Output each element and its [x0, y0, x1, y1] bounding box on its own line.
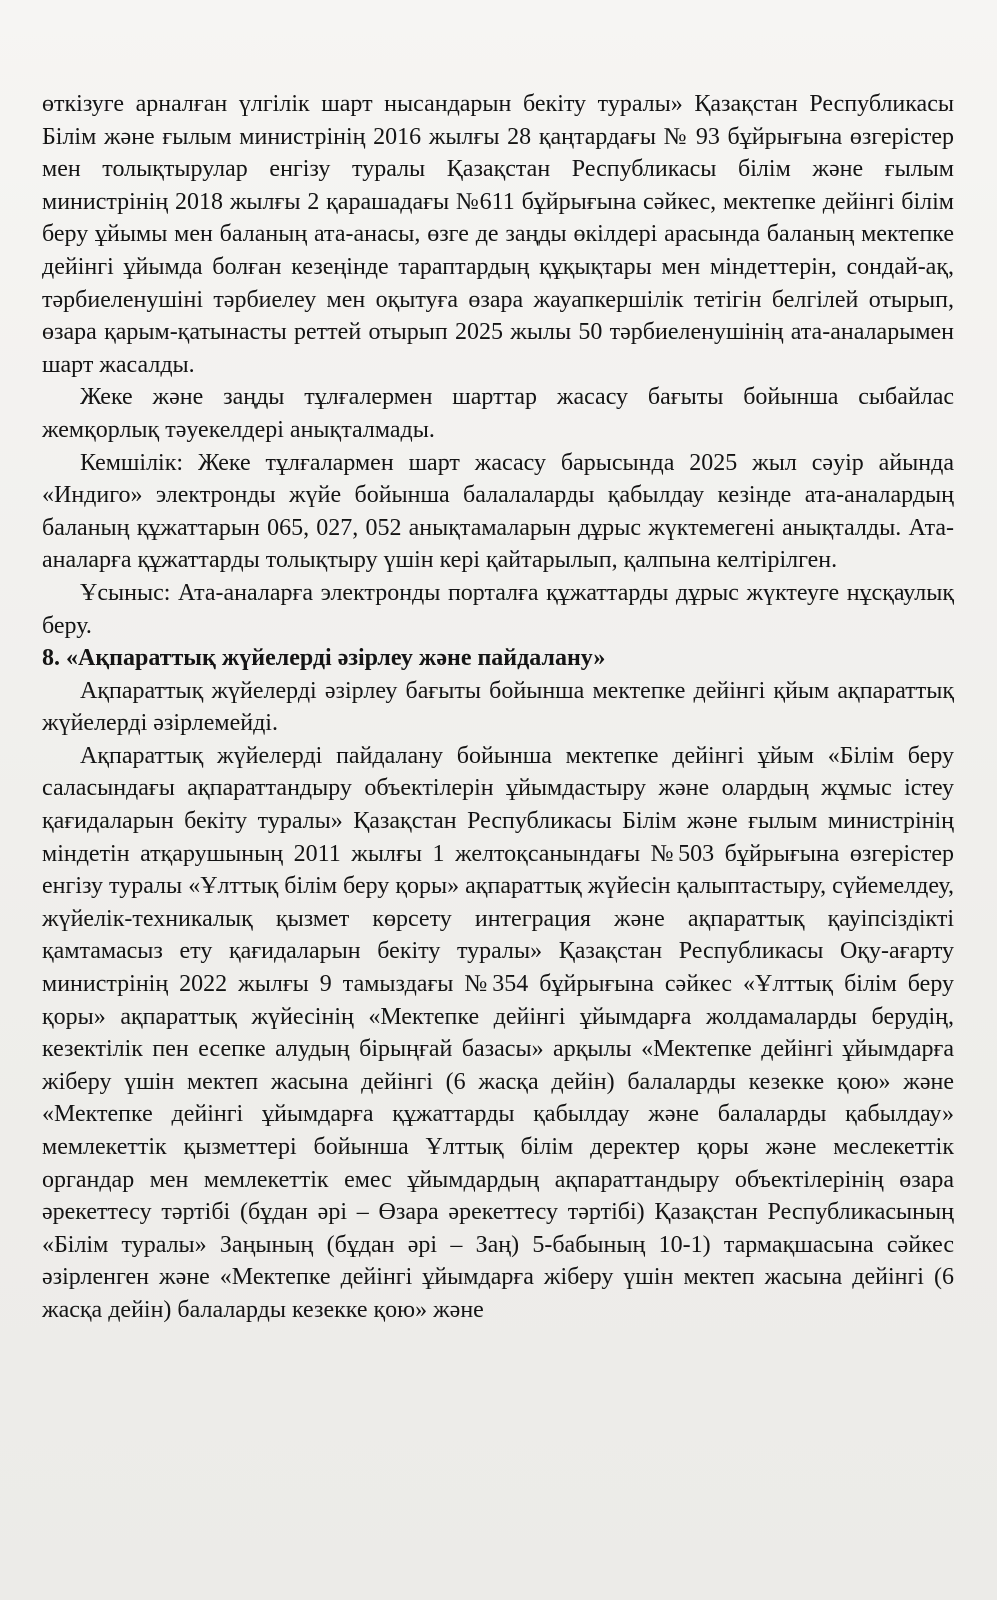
- deficiency-paragraph: Кемшілік: Жеке тұлғалармен шарт жасасу барысында 2025 жыл сәуір айында «Индиго» электронды жүйе бойынша балалаларды қабылдау кезінде ата-аналардың баланың құжаттарын 065, 027, 052 анықтамаларын дұрыс жүктемегені анықталды. Ата-аналарға құжаттарды толықтыру үшін кері қайтарылып, қалпына келтірілген.: [42, 449, 954, 574]
- intro-paragraph: өткізуге арналған үлгілік шарт нысандарын бекіту туралы» Қазақстан Республикасы Білім және ғылым министрінің 2016 жылғы 28 қаңтардағы № 93 бұйрығына өзгерістер мен толықтырулар енгізу туралы Қазақстан Республикасы білім және ғылым министрінің 2018 жылғы 2 қарашадағы №611 бұйрығына сәйкес, мектепке дейінгі білім беру ұйымы мен баланың ата-анасы, өзге де заңды өкілдері арасында баланың мектепке дейінгі ұйымда болған кезеңінде тараптардың құқықтары мен міндеттерін, сондай-ақ, тәрбиеленушіні тәрбиелеу мен оқытуға өзара жауапкершілік тетігін белгілей отырып, өзара қарым-қатынасты реттей отырып 2025 жылы 50 тәрбиеленушінің ата-аналарымен шарт жасалды.: [42, 91, 954, 378]
- is-development-paragraph: Ақпараттық жүйелерді әзірлеу бағыты бойынша мектепке дейінгі қйым ақпараттық жүйелерді әзірлемейді.: [42, 677, 954, 737]
- recommendation-paragraph: Ұсыныс: Ата-аналарға электронды порталға құжаттарды дұрыс жүктеуге нұсқаулық беру.: [42, 579, 954, 639]
- section-heading: 8. «Ақпараттық жүйелерді әзірлеу және пайдалану»: [42, 645, 606, 672]
- is-usage-paragraph: Ақпараттық жүйелерді пайдалану бойынша мектепке дейінгі ұйым «Білім беру саласындағы ақпараттандыру объектілерін ұйымдастыру және олардың жұмыс істеу қағидаларын бекіту туралы» Қазақстан Республикасы Білім және ғылым министрінің міндетін атқарушының 2011 жылғы 1 желтоқсанындағы №503 бұйрығына өзгерістер енгізу туралы «Ұлттық білім беру қоры» ақпараттық жүйесін қалыптастыру, сүйемелдеу, жүйелік-техникалық қызмет көрсету интеграция және ақпараттық қауіпсіздікті қамтамасыз ету қағидаларын бекіту туралы» Қазақстан Республикасы Оқу-ағарту министрінің 2022 жылғы 9 тамыздағы №354 бұйрығына сәйкес «Ұлттық білім беру қоры» ақпараттық жүйесінің «Мектепке дейінгі ұйымдарға жолдамаларды берудің, кезектілік пен есепке алудың бірыңғай базасы» арқылы «Мектепке дейінгі ұйымдарға жіберу үшін мектеп жасына дейінгі (6 жасқа дейін) балаларды кезекке қою» және «Мектепке дейінгі ұйымдарға құжаттарды қабылдау және балаларды қабылдау» мемлекеттік қызметтері бойынша Ұлттық білім деректер қоры және меслекеттік органдар мен мемлекеттік емес ұйымдардың ақпараттандыру объектілерінің өзара әрекеттесу тәртібі (бұдан әрі – Өзара әрекеттесу тәртібі) Қазақстан Республикасының «Білім туралы» Заңының (бұдан әрі – Заң) 5-бабының 10-1) тармақшасына сәйкес әзірленген және «Мектепке дейінгі ұйымдарға жіберу үшін мектеп жасына дейінгі (6 жасқа дейін) балаларды кезекке қою» және: [42, 742, 954, 1323]
- corruption-risks-paragraph: Жеке және заңды тұлғалермен шарттар жасасу бағыты бойынша сыбайлас жемқорлық тәуекелдері анықталмады.: [42, 384, 954, 443]
- document-body: [42, 88, 954, 1327]
